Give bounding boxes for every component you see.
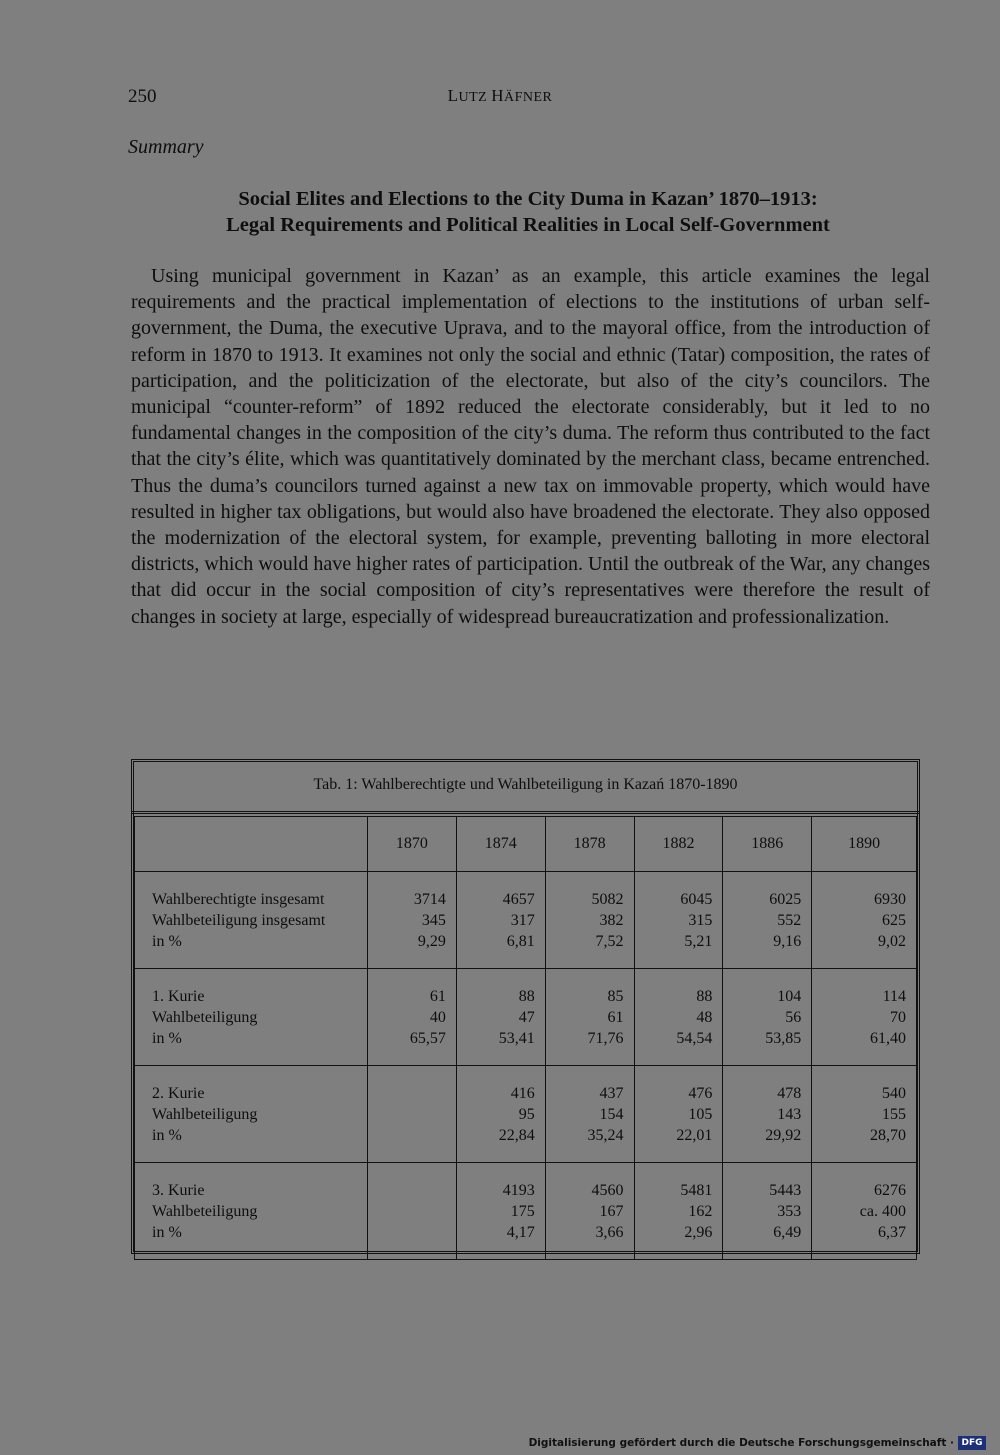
table-row-group	[135, 1163, 917, 1260]
row-label-cell	[135, 1163, 368, 1260]
page-number: 250	[128, 86, 157, 107]
year-header: 1870	[368, 817, 457, 872]
cell-value: 70	[890, 1008, 906, 1026]
article-title	[128, 186, 928, 238]
data-cell	[545, 1066, 634, 1163]
cell-value: 6,49	[773, 1223, 802, 1241]
table-row-group	[135, 1066, 917, 1163]
row-label-cell	[135, 872, 368, 969]
cell-value: 540	[882, 1084, 906, 1102]
cell-value: 5082	[591, 890, 624, 908]
cell-value	[378, 1222, 446, 1243]
table-header-row	[135, 817, 917, 872]
cell-value: 9,16	[773, 932, 802, 950]
cell-value: 85	[607, 987, 624, 1005]
cell-value	[378, 1125, 446, 1146]
cell-value: 175	[510, 1202, 535, 1220]
cell-value: 54,54	[676, 1029, 713, 1047]
cell-value: 167	[599, 1202, 624, 1220]
data-cell	[723, 1066, 812, 1163]
cell-value: 625	[882, 911, 906, 929]
data-cell	[456, 969, 545, 1066]
year-header: 1890	[812, 817, 917, 872]
data-cell	[812, 969, 917, 1066]
row-label: Wahlbeteiligung	[152, 1008, 258, 1026]
cell-value: 7,52	[595, 932, 624, 950]
cell-value: 315	[688, 911, 713, 929]
cell-value: 56	[785, 1008, 802, 1026]
cell-value: 2,96	[684, 1223, 713, 1241]
cell-value	[378, 1083, 446, 1104]
row-label: in %	[152, 1223, 182, 1241]
abstract-paragraph: Using municipal government in Kazan’ as an example, this article examines the legal requirements and the practical implementation of elections to the institutions of urban self-government, the Duma, the executive Uprava, and to the mayoral office, from the introduction of reform in 1870 to 1913. It examines not only the social and ethnic (Tatar) composition, the rates of participation, and the politicization of the electorate, but also of the city’s councilors. The municipal “counter-reform” of 1892 reduced the electorate considerably, but it led to no fundamental changes in the composition of the city’s duma. The reform thus contributed to the fact that the city’s élite, which was quantitatively dominated by the merchant class, became entrenched. Thus the duma’s councilors turned against a new tax on immovable property, which would have resulted in higher tax obligations, but would also have broadened the electorate. They also opposed the modernization of the electoral system, for example, preventing balloting in more electoral districts, which would have higher rates of participation. Until the outbreak of the War, any changes that did occur in the social composition of city’s representatives were therefore the result of changes in society at large, especially of widespread bureaucratization and professionalization.	[131, 265, 930, 628]
cell-value: 353	[777, 1202, 802, 1220]
cell-value: 9,29	[417, 932, 446, 950]
cell-value: 48	[696, 1008, 713, 1026]
data-cell	[723, 872, 812, 969]
cell-value: 4560	[591, 1181, 624, 1199]
data-cell	[634, 1066, 723, 1163]
data-cell	[368, 872, 457, 969]
cell-value: 53,85	[765, 1029, 802, 1047]
cell-value: 22,84	[498, 1126, 535, 1144]
cell-value: 40	[429, 1008, 446, 1026]
year-header: 1878	[545, 817, 634, 872]
cell-value: 317	[510, 911, 535, 929]
data-cell	[545, 969, 634, 1066]
data-cell	[368, 1066, 457, 1163]
cell-value: 47	[518, 1008, 535, 1026]
cell-value: ca. 400	[859, 1202, 906, 1220]
cell-value: 5443	[769, 1181, 802, 1199]
cell-value: 143	[777, 1105, 802, 1123]
cell-value: 162	[688, 1202, 713, 1220]
data-cell	[456, 1066, 545, 1163]
title-line-1: Social Elites and Elections to the City Duma in Kazan’ 1870–1913:	[238, 188, 818, 210]
cell-value: 5481	[680, 1181, 713, 1199]
year-header: 1886	[723, 817, 812, 872]
cell-value: 6,81	[506, 932, 535, 950]
cell-value: 3714	[413, 890, 446, 908]
cell-value: 6,37	[878, 1223, 906, 1241]
cell-value: 382	[599, 911, 624, 929]
data-cell	[723, 1163, 812, 1260]
data-cell	[456, 872, 545, 969]
cell-value: 105	[688, 1105, 713, 1123]
cell-value	[378, 1104, 446, 1125]
cell-value: 71,76	[587, 1029, 624, 1047]
cell-value: 22,01	[676, 1126, 713, 1144]
cell-value: 478	[777, 1084, 802, 1102]
row-label: in %	[152, 932, 182, 950]
running-head-initial: L	[447, 86, 459, 105]
running-head-rest-2: ÄFNER	[503, 90, 553, 105]
running-head-initial-2: H	[491, 86, 504, 105]
row-label: Wahlbeteiligung insgesamt	[152, 911, 326, 929]
dfg-logo: DFG	[958, 1436, 986, 1450]
cell-value: 29,92	[765, 1126, 802, 1144]
row-label: 1. Kurie	[152, 987, 205, 1005]
cell-value: 5,21	[684, 932, 713, 950]
cell-value: 28,70	[870, 1126, 906, 1144]
cell-value	[378, 1180, 446, 1201]
cell-value: 6276	[874, 1181, 906, 1199]
header-corner	[135, 817, 368, 872]
row-label: 2. Kurie	[152, 1084, 205, 1102]
table-row-group	[135, 969, 917, 1066]
cell-value: 104	[777, 987, 802, 1005]
table-row-group	[135, 872, 917, 969]
cell-value: 437	[599, 1084, 624, 1102]
section-heading: Summary	[128, 136, 204, 158]
table-caption: Tab. 1: Wahlberechtigte und Wahlbeteiligung in Kazań 1870-1890	[131, 759, 920, 814]
cell-value: 4193	[502, 1181, 535, 1199]
row-label: Wahlberechtigte insgesamt	[152, 890, 325, 908]
cell-value: 345	[421, 911, 446, 929]
running-head-rest: UTZ	[458, 90, 492, 105]
cell-value: 552	[777, 911, 802, 929]
year-header: 1874	[456, 817, 545, 872]
data-cell	[634, 872, 723, 969]
cell-value: 65,57	[409, 1029, 446, 1047]
cell-value: 476	[688, 1084, 713, 1102]
cell-value: 61	[607, 1008, 624, 1026]
running-head	[0, 86, 1000, 106]
cell-value: 4,17	[506, 1223, 535, 1241]
cell-value: 88	[518, 987, 535, 1005]
data-cell	[723, 969, 812, 1066]
cell-value: 88	[696, 987, 713, 1005]
row-label: Wahlbeteiligung	[152, 1202, 258, 1220]
cell-value: 6930	[874, 890, 906, 908]
row-label: in %	[152, 1126, 182, 1144]
footer-credit: Digitalisierung gefördert durch die Deutsche Forschungsgemeinschaft ·	[528, 1437, 954, 1449]
data-cell	[812, 1163, 917, 1260]
year-header: 1882	[634, 817, 723, 872]
data-cell	[634, 1163, 723, 1260]
cell-value: 155	[882, 1105, 906, 1123]
row-label: Wahlbeteiligung	[152, 1105, 258, 1123]
data-cell	[812, 1066, 917, 1163]
cell-value: 154	[599, 1105, 624, 1123]
row-label: in %	[152, 1029, 182, 1047]
data-cell	[456, 1163, 545, 1260]
data-cell	[368, 969, 457, 1066]
cell-value: 114	[882, 987, 906, 1005]
cell-value: 3,66	[595, 1223, 624, 1241]
row-label-cell	[135, 1066, 368, 1163]
cell-value: 9,02	[878, 932, 906, 950]
cell-value: 6045	[680, 890, 713, 908]
election-table	[134, 816, 917, 1260]
cell-value: 35,24	[587, 1126, 624, 1144]
cell-value: 4657	[502, 890, 535, 908]
cell-value	[378, 1201, 446, 1222]
data-cell	[368, 1163, 457, 1260]
row-label-cell	[135, 969, 368, 1066]
cell-value: 61,40	[870, 1029, 906, 1047]
data-cell	[812, 872, 917, 969]
data-cell	[545, 872, 634, 969]
cell-value: 416	[510, 1084, 535, 1102]
data-cell	[634, 969, 723, 1066]
cell-value: 6025	[769, 890, 802, 908]
cell-value: 53,41	[498, 1029, 535, 1047]
row-label: 3. Kurie	[152, 1181, 205, 1199]
title-line-2: Legal Requirements and Political Realities in Local Self-Government	[226, 214, 830, 236]
cell-value: 95	[518, 1105, 535, 1123]
cell-value: 61	[429, 987, 446, 1005]
data-cell	[545, 1163, 634, 1260]
